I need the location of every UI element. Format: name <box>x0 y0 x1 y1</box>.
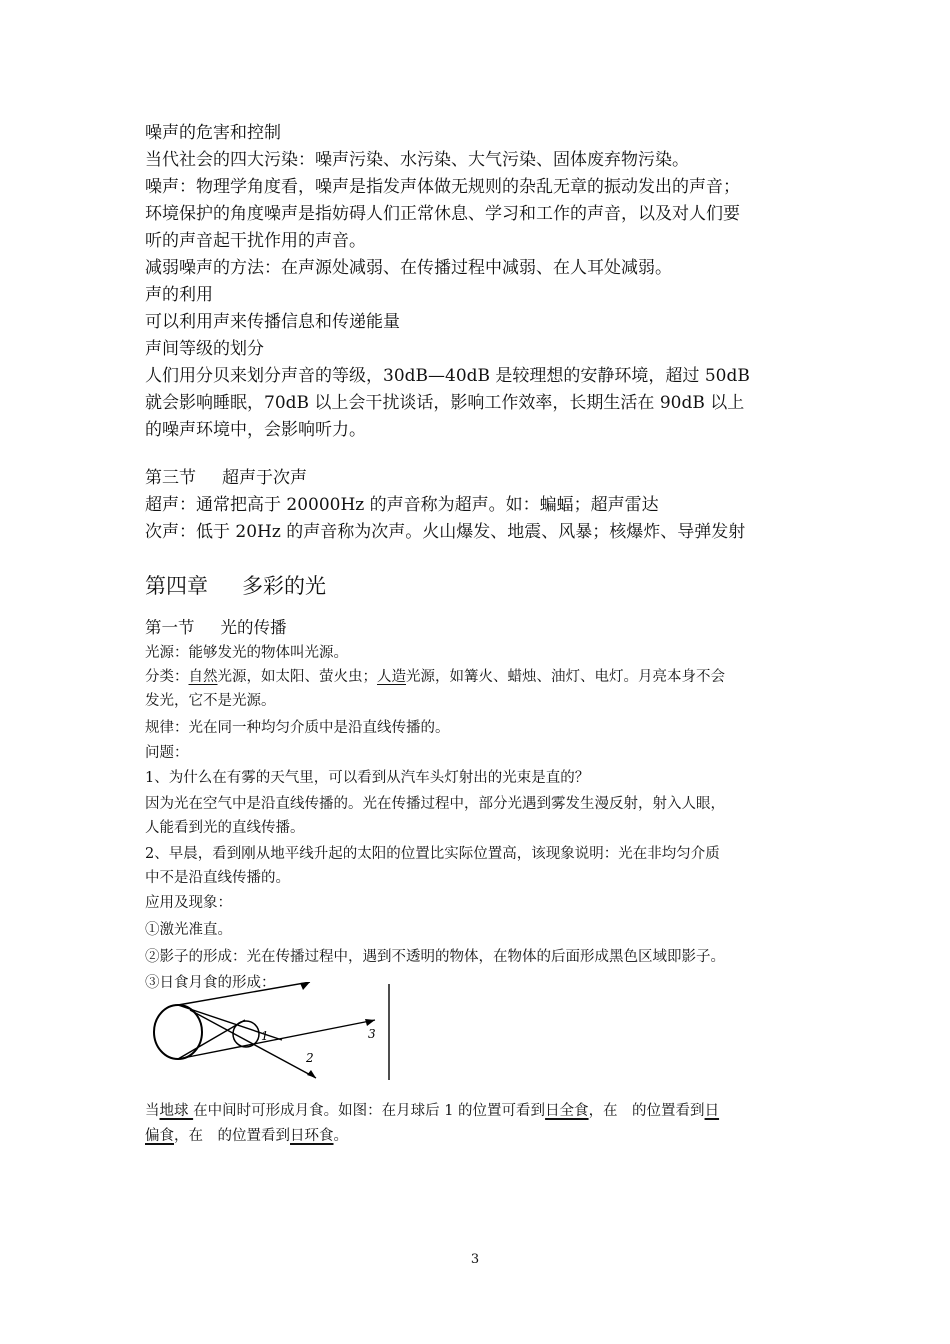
four-pollutions: 当代社会的四大污染：噪声污染、水污染、大气污染、固体废弃物污染。 <box>145 150 689 170</box>
section-3-heading <box>145 463 810 488</box>
chapter-number: 第四章 <box>145 574 208 598</box>
question-2-cont: 中不是沿直线传播的。 <box>145 870 290 886</box>
ray-line <box>178 1020 375 1059</box>
light-source-definition: 光源：能够发光的物体叫光源。 <box>145 645 348 661</box>
text-fragment: 在中间时可形成月食。如图：在月球后 1 的位置可看到 <box>193 1103 546 1119</box>
noise-reduction-methods: 减弱噪声的方法：在声源处减弱、在传播过程中减弱、在人耳处减弱。 <box>145 258 672 278</box>
sound-grade-title: 声间等级的划分 <box>145 339 264 359</box>
propagation-law: 规律：光在同一种均匀介质中是沿直线传播的。 <box>145 720 450 736</box>
sound-grade-text: 人们用分贝来划分声音的等级，30dB—40dB 是较理想的安静环境，超过 50dB <box>145 366 750 386</box>
application-1: ①激光准直。 <box>145 922 232 938</box>
application-2: ②影子的形成：光在传播过程中，遇到不透明的物体，在物体的后面形成黑色区域即影子。 <box>145 949 725 965</box>
earth-term: 地球 <box>159 1103 194 1119</box>
question-1: 1、为什么在有雾的天气里，可以看到从汽车头灯射出的光束是直的？ <box>145 770 590 786</box>
eclipse-diagram <box>150 982 400 1082</box>
noise-definition-line: 噪声：物理学角度看，噪声是指发声体做无规则的杂乱无章的振动发出的声音； <box>145 177 740 197</box>
arrow-head <box>300 982 310 990</box>
position-label-1: 1 <box>261 1029 269 1043</box>
sound-grade-text: 的噪声环境中，会影响听力。 <box>145 420 366 440</box>
annular-eclipse-term: 日环食 <box>290 1128 334 1144</box>
section-1-heading <box>145 614 810 638</box>
arrow-head <box>307 1070 316 1078</box>
eclipse-explanation-cont <box>145 1124 810 1145</box>
noise-title: 噪声的危害和控制 <box>145 123 281 143</box>
position-label-3: 3 <box>368 1027 376 1041</box>
text-fragment: ，在 的位置看到 <box>174 1128 290 1144</box>
chapter-4-heading <box>145 570 810 600</box>
sound-grade-text: 就会影响睡眠，70dB 以上会干扰谈话，影响工作效率，长期生活在 90dB 以上 <box>145 393 745 413</box>
answer-1: 因为光在空气中是沿直线传播的。光在传播过程中，部分光遇到雾发生漫反射，射入人眼， <box>145 796 725 812</box>
light-source-classification <box>145 665 810 686</box>
infrasound-text: 次声：低于 20Hz 的声音称为次声。火山爆发、地震、风暴；核爆炸、导弹发射 <box>145 522 746 542</box>
natural-term: 自然 <box>188 669 218 685</box>
questions-title: 问题： <box>145 745 189 761</box>
text-fragment: ，在 的位置看到 <box>588 1103 705 1119</box>
text-fragment: 当 <box>145 1103 160 1119</box>
noise-definition-line: 听的声音起干扰作用的声音。 <box>145 231 366 251</box>
section-title: 超声于次声 <box>222 468 307 488</box>
section-number: 第三节 <box>145 468 196 488</box>
answer-1-cont: 人能看到光的直线传播。 <box>145 820 305 836</box>
arrow-head <box>365 1019 375 1026</box>
noise-definition-line: 环境保护的角度噪声是指妨碍人们正常休息、学习和工作的声音，以及对人们要 <box>145 204 740 224</box>
section-title: 光的传播 <box>220 618 287 637</box>
sound-use-text: 可以利用声来传播信息和传递能量 <box>145 312 400 332</box>
ultrasound-text: 超声：通常把高于 20000Hz 的声音称为超声。如：蝙蝠；超声雷达 <box>145 495 659 515</box>
text-fragment: 光源，如太阳、萤火虫； <box>217 669 377 685</box>
position-label-2: 2 <box>306 1051 314 1065</box>
artificial-term: 人造 <box>377 669 406 685</box>
section-number: 第一节 <box>145 618 195 637</box>
light-source-classification-cont: 发光，它不是光源。 <box>145 693 276 709</box>
ray-line <box>178 982 310 1005</box>
question-2: 2、早晨，看到刚从地平线升起的太阳的位置比实际位置高，该现象说明：光在非均匀介质 <box>145 846 720 862</box>
partial-eclipse-term: 偏食 <box>145 1128 174 1144</box>
text-fragment: 。 <box>333 1128 348 1144</box>
applications-title: 应用及现象： <box>145 895 232 911</box>
total-eclipse-term: 日全食 <box>545 1103 589 1119</box>
sound-use-title: 声的利用 <box>145 285 213 305</box>
text-fragment: 分类： <box>145 669 189 685</box>
eclipse-explanation <box>145 1099 810 1120</box>
text-fragment: 光源，如篝火、蜡烛、油灯、电灯。月亮本身不会 <box>406 669 725 685</box>
chapter-title: 多彩的光 <box>242 574 326 598</box>
page-number: 3 <box>470 1252 480 1267</box>
ray-line <box>190 1010 316 1078</box>
partial-eclipse-term: 日 <box>704 1103 720 1119</box>
application-3: ③日食月食的形成： <box>145 975 276 991</box>
